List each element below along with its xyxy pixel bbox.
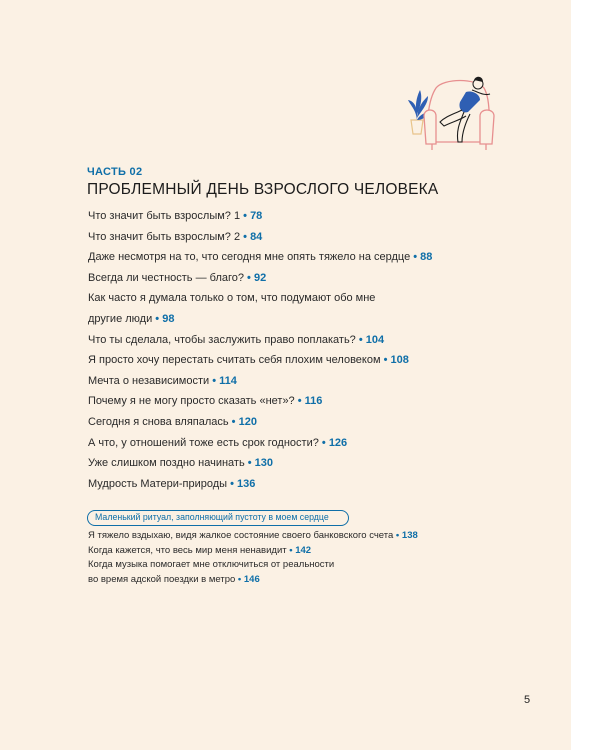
toc-entry-title: Сегодня я снова вляпалась bbox=[88, 416, 229, 428]
ritual-entry[interactable] bbox=[88, 530, 418, 541]
toc-entry-page-number: 84 bbox=[250, 230, 263, 243]
toc-entry-title: Что значит быть взрослым? 2 bbox=[88, 230, 241, 243]
page-number: 5 bbox=[524, 694, 531, 706]
toc-entry[interactable] bbox=[88, 231, 262, 243]
toc-entry-page-number: 98 bbox=[162, 313, 175, 325]
toc-entry[interactable] bbox=[88, 478, 255, 490]
ritual-entry-page-number: 142 bbox=[295, 544, 312, 556]
bullet-separator: • bbox=[228, 416, 239, 428]
toc-entry-page-number: 120 bbox=[238, 416, 257, 428]
toc-entry[interactable] bbox=[88, 272, 266, 284]
toc-entry-title: Как часто я думала только о том, что подумают обо мне bbox=[88, 292, 376, 305]
ritual-badge bbox=[87, 510, 349, 526]
bullet-separator: • bbox=[240, 230, 251, 243]
bullet-separator: • bbox=[244, 457, 255, 470]
bullet-separator: • bbox=[355, 333, 366, 346]
toc-entry-page-number: 92 bbox=[253, 271, 267, 284]
toc-entry[interactable] bbox=[88, 334, 384, 346]
bullet-separator: • bbox=[240, 210, 251, 222]
ritual-entry-title: Когда кажется, что весь мир меня ненавидит bbox=[88, 544, 287, 556]
toc-entry[interactable] bbox=[88, 437, 347, 449]
ritual-badge-label: Маленький ритуал, заполняющий пустоту в моем сердце bbox=[95, 512, 329, 522]
bullet-separator: • bbox=[235, 574, 244, 586]
toc-entry-title: Почему я не могу просто сказать «нет»? bbox=[88, 395, 295, 408]
toc-entry-page-number: 108 bbox=[390, 354, 409, 367]
ritual-entry-page-number: 146 bbox=[243, 574, 260, 586]
toc-entry-page-number: 130 bbox=[254, 457, 274, 470]
toc-entry[interactable] bbox=[88, 292, 375, 304]
ritual-entry-title: во время адской поездки в метро bbox=[88, 574, 236, 586]
toc-entry[interactable] bbox=[88, 313, 174, 325]
section-title: ПРОБЛЕМНЫЙ ДЕНЬ ВЗРОСЛОГО ЧЕЛОВЕКА bbox=[87, 181, 439, 198]
toc-entry-title: А что, у отношений тоже есть срок годности? bbox=[88, 436, 319, 449]
toc-entry-title: Что значит быть взрослым? 1 bbox=[88, 210, 241, 222]
toc-entry-page-number: 136 bbox=[237, 477, 256, 490]
ritual-entry[interactable] bbox=[88, 559, 334, 570]
bullet-separator: • bbox=[318, 436, 329, 449]
bullet-separator: • bbox=[227, 477, 238, 490]
toc-entry-title: другие люди bbox=[88, 313, 153, 325]
toc-entry[interactable] bbox=[88, 210, 262, 222]
toc-entry[interactable] bbox=[88, 375, 237, 387]
toc-entry-title: Мечта о независимости bbox=[88, 374, 210, 387]
ritual-entry-title: Я тяжело вздыхаю, видя жалкое состояние своего банковского счета bbox=[88, 530, 394, 541]
bullet-separator: • bbox=[152, 313, 163, 325]
ritual-entry[interactable] bbox=[88, 545, 311, 556]
bullet-separator: • bbox=[286, 544, 296, 556]
toc-entry[interactable] bbox=[88, 416, 257, 428]
toc-entry-title: Мудрость Матери-природы bbox=[88, 477, 228, 490]
toc-entry[interactable] bbox=[88, 251, 432, 263]
bullet-separator: • bbox=[380, 354, 391, 367]
bullet-separator: • bbox=[393, 530, 402, 541]
toc-entry-page-number: 116 bbox=[304, 395, 323, 408]
toc-entry[interactable] bbox=[88, 457, 273, 469]
toc-entry-page-number: 126 bbox=[328, 436, 348, 449]
toc-entry-title: Даже несмотря на то, что сегодня мне опять тяжело на сердце bbox=[88, 251, 411, 264]
ritual-entry-title: Когда музыка помогает мне отключиться от реальности bbox=[88, 559, 335, 571]
bullet-separator: • bbox=[244, 271, 254, 284]
toc-entry-page-number: 78 bbox=[250, 210, 263, 222]
toc-entry-page-number: 104 bbox=[365, 333, 385, 346]
toc-entry-page-number: 88 bbox=[420, 251, 433, 264]
ritual-entry-page-number: 138 bbox=[401, 530, 418, 541]
ritual-entry[interactable] bbox=[88, 574, 260, 585]
bullet-separator: • bbox=[209, 374, 220, 387]
toc-entry-page-number: 114 bbox=[219, 374, 237, 387]
bullet-separator: • bbox=[294, 395, 305, 408]
bullet-separator: • bbox=[410, 251, 421, 264]
toc-entry-title: Я просто хочу перестать считать себя плохим человеком bbox=[88, 354, 381, 367]
toc-entry[interactable] bbox=[88, 395, 322, 407]
part-label: ЧАСТЬ 02 bbox=[87, 166, 143, 178]
toc-entry[interactable] bbox=[88, 354, 409, 366]
toc-entry-title: Уже слишком поздно начинать bbox=[88, 457, 245, 470]
toc-entry-title: Что ты сделала, чтобы заслужить право поплакать? bbox=[88, 333, 356, 346]
toc-entry-title: Всегда ли честность — благо? bbox=[88, 271, 244, 284]
